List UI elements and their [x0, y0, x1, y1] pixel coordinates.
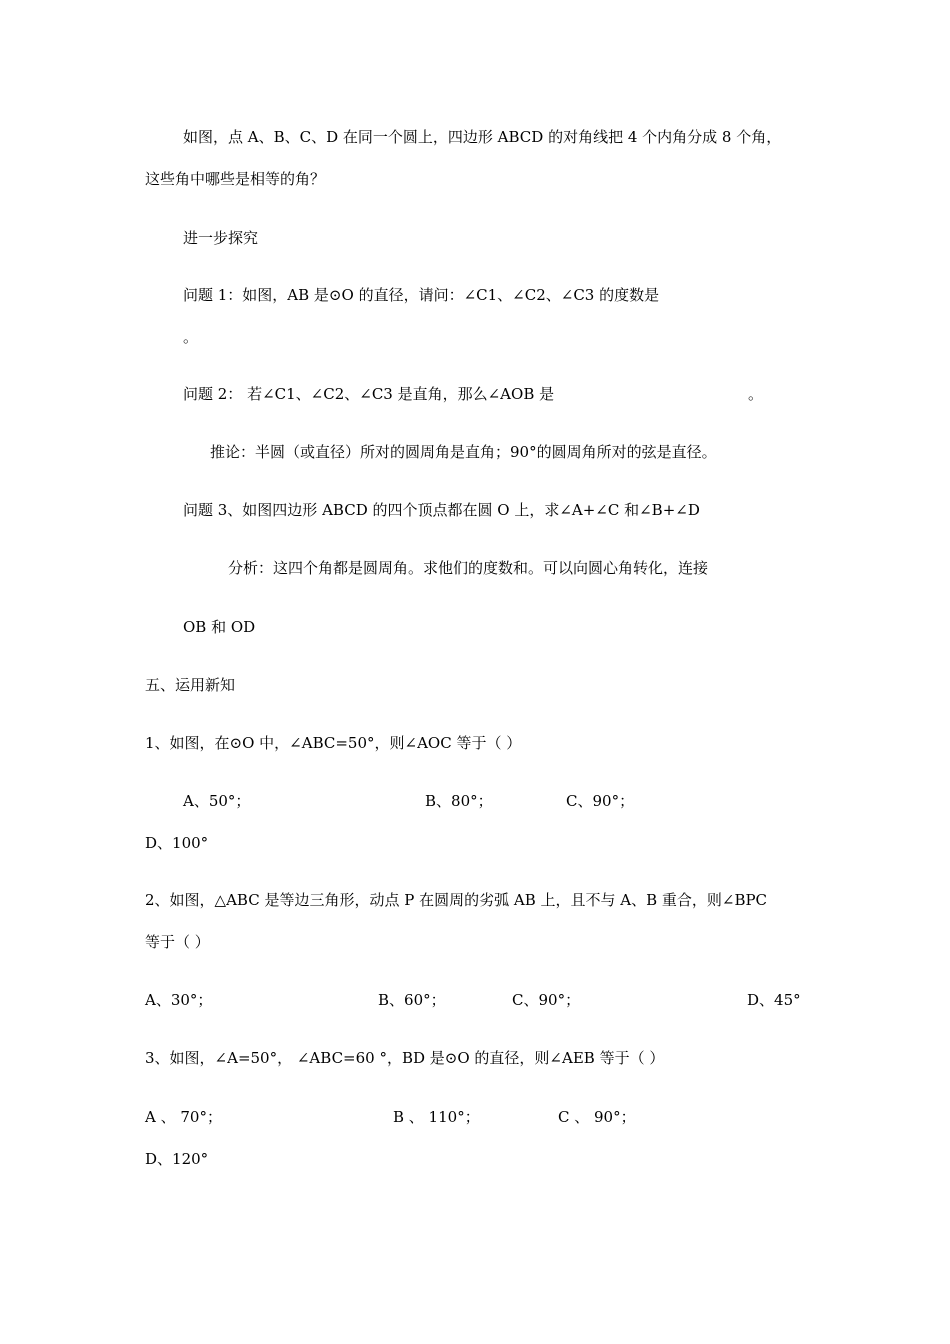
problem-3-option-a: A 、 70°； [145, 1108, 222, 1126]
problem-3-option-d: D、120° [145, 1150, 209, 1168]
problem-1-option-d: D、100° [145, 834, 209, 852]
problem-2-option-b: B、60°； [378, 991, 446, 1009]
problem-1-option-b: B、80°； [425, 792, 493, 810]
intro-line-2: 这些角中哪些是相等的角？ [145, 170, 326, 188]
analysis-line-1: 分析：这四个角都是圆周角。求他们的度数和。可以向圆心角转化，连接 [228, 559, 709, 577]
problem-1-option-c: C、90°； [566, 792, 635, 810]
problem-3-option-c: C 、 90°； [558, 1108, 636, 1126]
problem-2-option-d: D、45° [747, 991, 801, 1009]
question-2-end: 。 [748, 385, 764, 403]
problem-2-option-c: C、90°； [512, 991, 581, 1009]
question-3: 问题 3、如图四边形 ABCD 的四个顶点都在圆 O 上，求∠A+∠C 和∠B+∠D [183, 501, 700, 519]
further-heading: 进一步探究 [183, 229, 259, 247]
problem-3-option-b: B 、 110°； [393, 1108, 480, 1126]
problem-2-line-2: 等于（ ） [145, 933, 210, 951]
question-1-line-2: 。 [183, 328, 199, 346]
problem-1-question: 1、如图，在⊙O 中，∠ABC=50°，则∠AOC 等于（ ） [145, 734, 522, 752]
question-2-text: 问题 2： 若∠C1、∠C2、∠C3 是直角，那么∠AOB 是 [183, 385, 555, 403]
problem-2-line-1: 2、如图，△ABC 是等边三角形，动点 P 在圆周的劣弧 AB 上，且不与 A、B 重合，则∠BPC [145, 891, 768, 909]
corollary: 推论：半圆（或直径）所对的圆周角是直角；90°的圆周角所对的弦是直径。 [210, 443, 717, 461]
problem-2-option-a: A、30°； [145, 991, 213, 1009]
section-heading: 五、运用新知 [145, 676, 236, 694]
problem-1-option-a: A、50°； [183, 792, 251, 810]
question-1-line-1: 问题 1：如图，AB 是⊙O 的直径，请问：∠C1、∠C2、∠C3 的度数是 [183, 286, 660, 304]
analysis-line-2: OB 和 OD [183, 618, 256, 636]
intro-line-1: 如图，点 A、B、C、D 在同一个圆上，四边形 ABCD 的对角线把 4 个内角分成 8 个角， [183, 128, 782, 146]
problem-3-question: 3、如图，∠A=50°， ∠ABC=60 °，BD 是⊙O 的直径，则∠AEB 等于（ ） [145, 1049, 665, 1067]
